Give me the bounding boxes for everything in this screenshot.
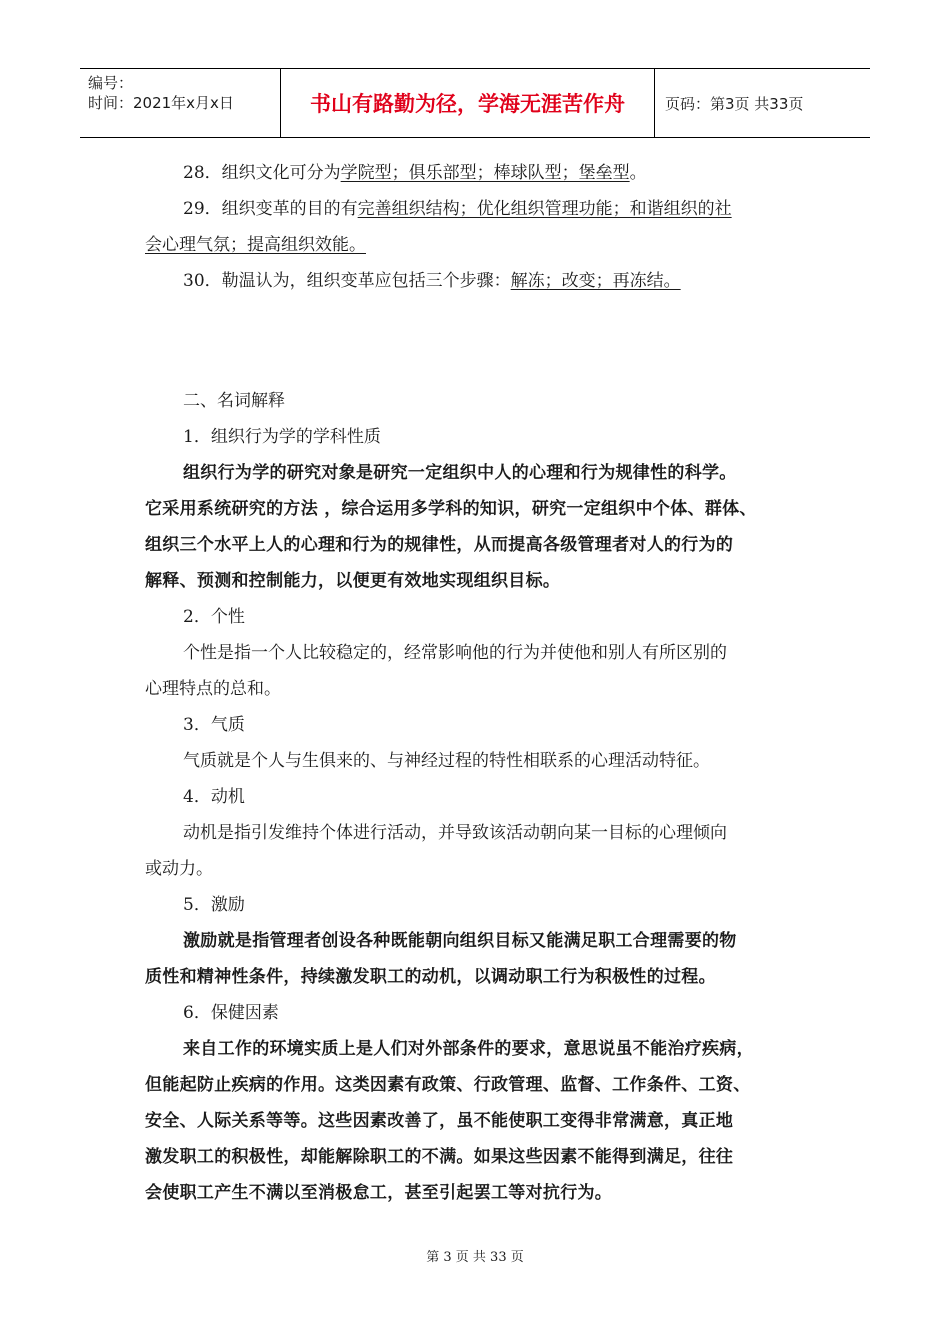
- item-29: 29．组织变革的目的有完善组织结构；优化组织管理功能；和谐组织的社: [183, 199, 732, 219]
- number-label: 编号：: [88, 74, 134, 92]
- term-6-def-line: 会使职工产生不满以至消极怠工，甚至引起罢工等对抗行为。: [145, 1183, 613, 1203]
- term-1-title: 1．组织行为学的学科性质: [183, 427, 381, 447]
- term-1-def-line: 它采用系统研究的方法 ，综合运用多学科的知识，研究一定组织中个体、群体、: [145, 499, 757, 519]
- term-5-title: 5．激励: [183, 895, 245, 915]
- term-2-def-line: 心理特点的总和。: [145, 679, 281, 699]
- term-5-def-line: 质性和精神性条件，持续激发职工的动机，以调动职工行为积极性的过程。: [145, 967, 716, 987]
- term-4-title: 4．动机: [183, 787, 245, 807]
- document-body: [145, 155, 810, 1211]
- answer-29-part1: 完善组织结构；优化组织管理功能；和谐组织的社: [357, 199, 732, 219]
- answer-29-part2: 会心理气氛；提高组织效能。: [145, 235, 366, 255]
- date-label: 时间：2021年x月x日: [88, 94, 234, 112]
- term-1-def-line: 组织三个水平上人的心理和行为的规律性，从而提高各级管理者对人的行为的: [145, 535, 734, 555]
- term-6-def-line: 安全、人际关系等等。这些因素改善了，虽不能使职工变得非常满意，真正地: [145, 1111, 734, 1131]
- answer-30: 解冻；改变；再冻结。: [510, 271, 681, 291]
- page-header: [80, 68, 870, 138]
- item-29-cont: [145, 227, 810, 263]
- item-28: 28．组织文化可分为学院型；俱乐部型；棒球队型；堡垒型。: [183, 163, 647, 183]
- page-footer: 第 3 页 共 33 页: [426, 1250, 524, 1265]
- term-6-def-line: 但能起防止疾病的作用。这类因素有政策、行政管理、监督、工作条件、工资、: [145, 1075, 751, 1095]
- term-3-def-line: 气质就是个人与生俱来的、与神经过程的特性相联系的心理活动特征。: [183, 751, 710, 771]
- item-30: 30．勒温认为，组织变革应包括三个步骤：解冻；改变；再冻结。: [183, 271, 681, 291]
- header-info: [80, 69, 281, 137]
- term-6-def-line: 激发职工的积极性，却能解除职工的不满。如果这些因素不能得到满足，往往: [145, 1147, 734, 1167]
- header-motto: 书山有路勤为径，学海无涯苦作舟: [281, 69, 655, 137]
- term-2-def-line: 个性是指一个人比较稳定的，经常影响他的行为并使他和别人有所区别的: [183, 643, 727, 663]
- term-1-def-line: 组织行为学的研究对象是研究一定组织中人的心理和行为规律性的科学。: [183, 463, 737, 483]
- section-title: 二、名词解释: [183, 391, 285, 411]
- term-6-def-line: 来自工作的环境实质上是人们对外部条件的要求，意思说虽不能治疗疾病，: [183, 1039, 754, 1059]
- term-5-def-line: 激励就是指管理者创设各种既能朝向组织目标又能满足职工合理需要的物: [183, 931, 737, 951]
- term-1-def-line: 解释、预测和控制能力，以便更有效地实现组织目标。: [145, 571, 561, 591]
- answer-28: 学院型；俱乐部型；棒球队型；堡垒型: [340, 163, 630, 183]
- term-6-title: 6．保健因素: [183, 1003, 279, 1023]
- term-4-def-line: 或动力。: [145, 859, 213, 879]
- header-page-number: 页码：第3页 共33页: [665, 94, 804, 113]
- term-2-title: 2．个性: [183, 607, 245, 627]
- term-4-def-line: 动机是指引发维持个体进行活动，并导致该活动朝向某一目标的心理倾向: [183, 823, 727, 843]
- term-3-title: 3．气质: [183, 715, 245, 735]
